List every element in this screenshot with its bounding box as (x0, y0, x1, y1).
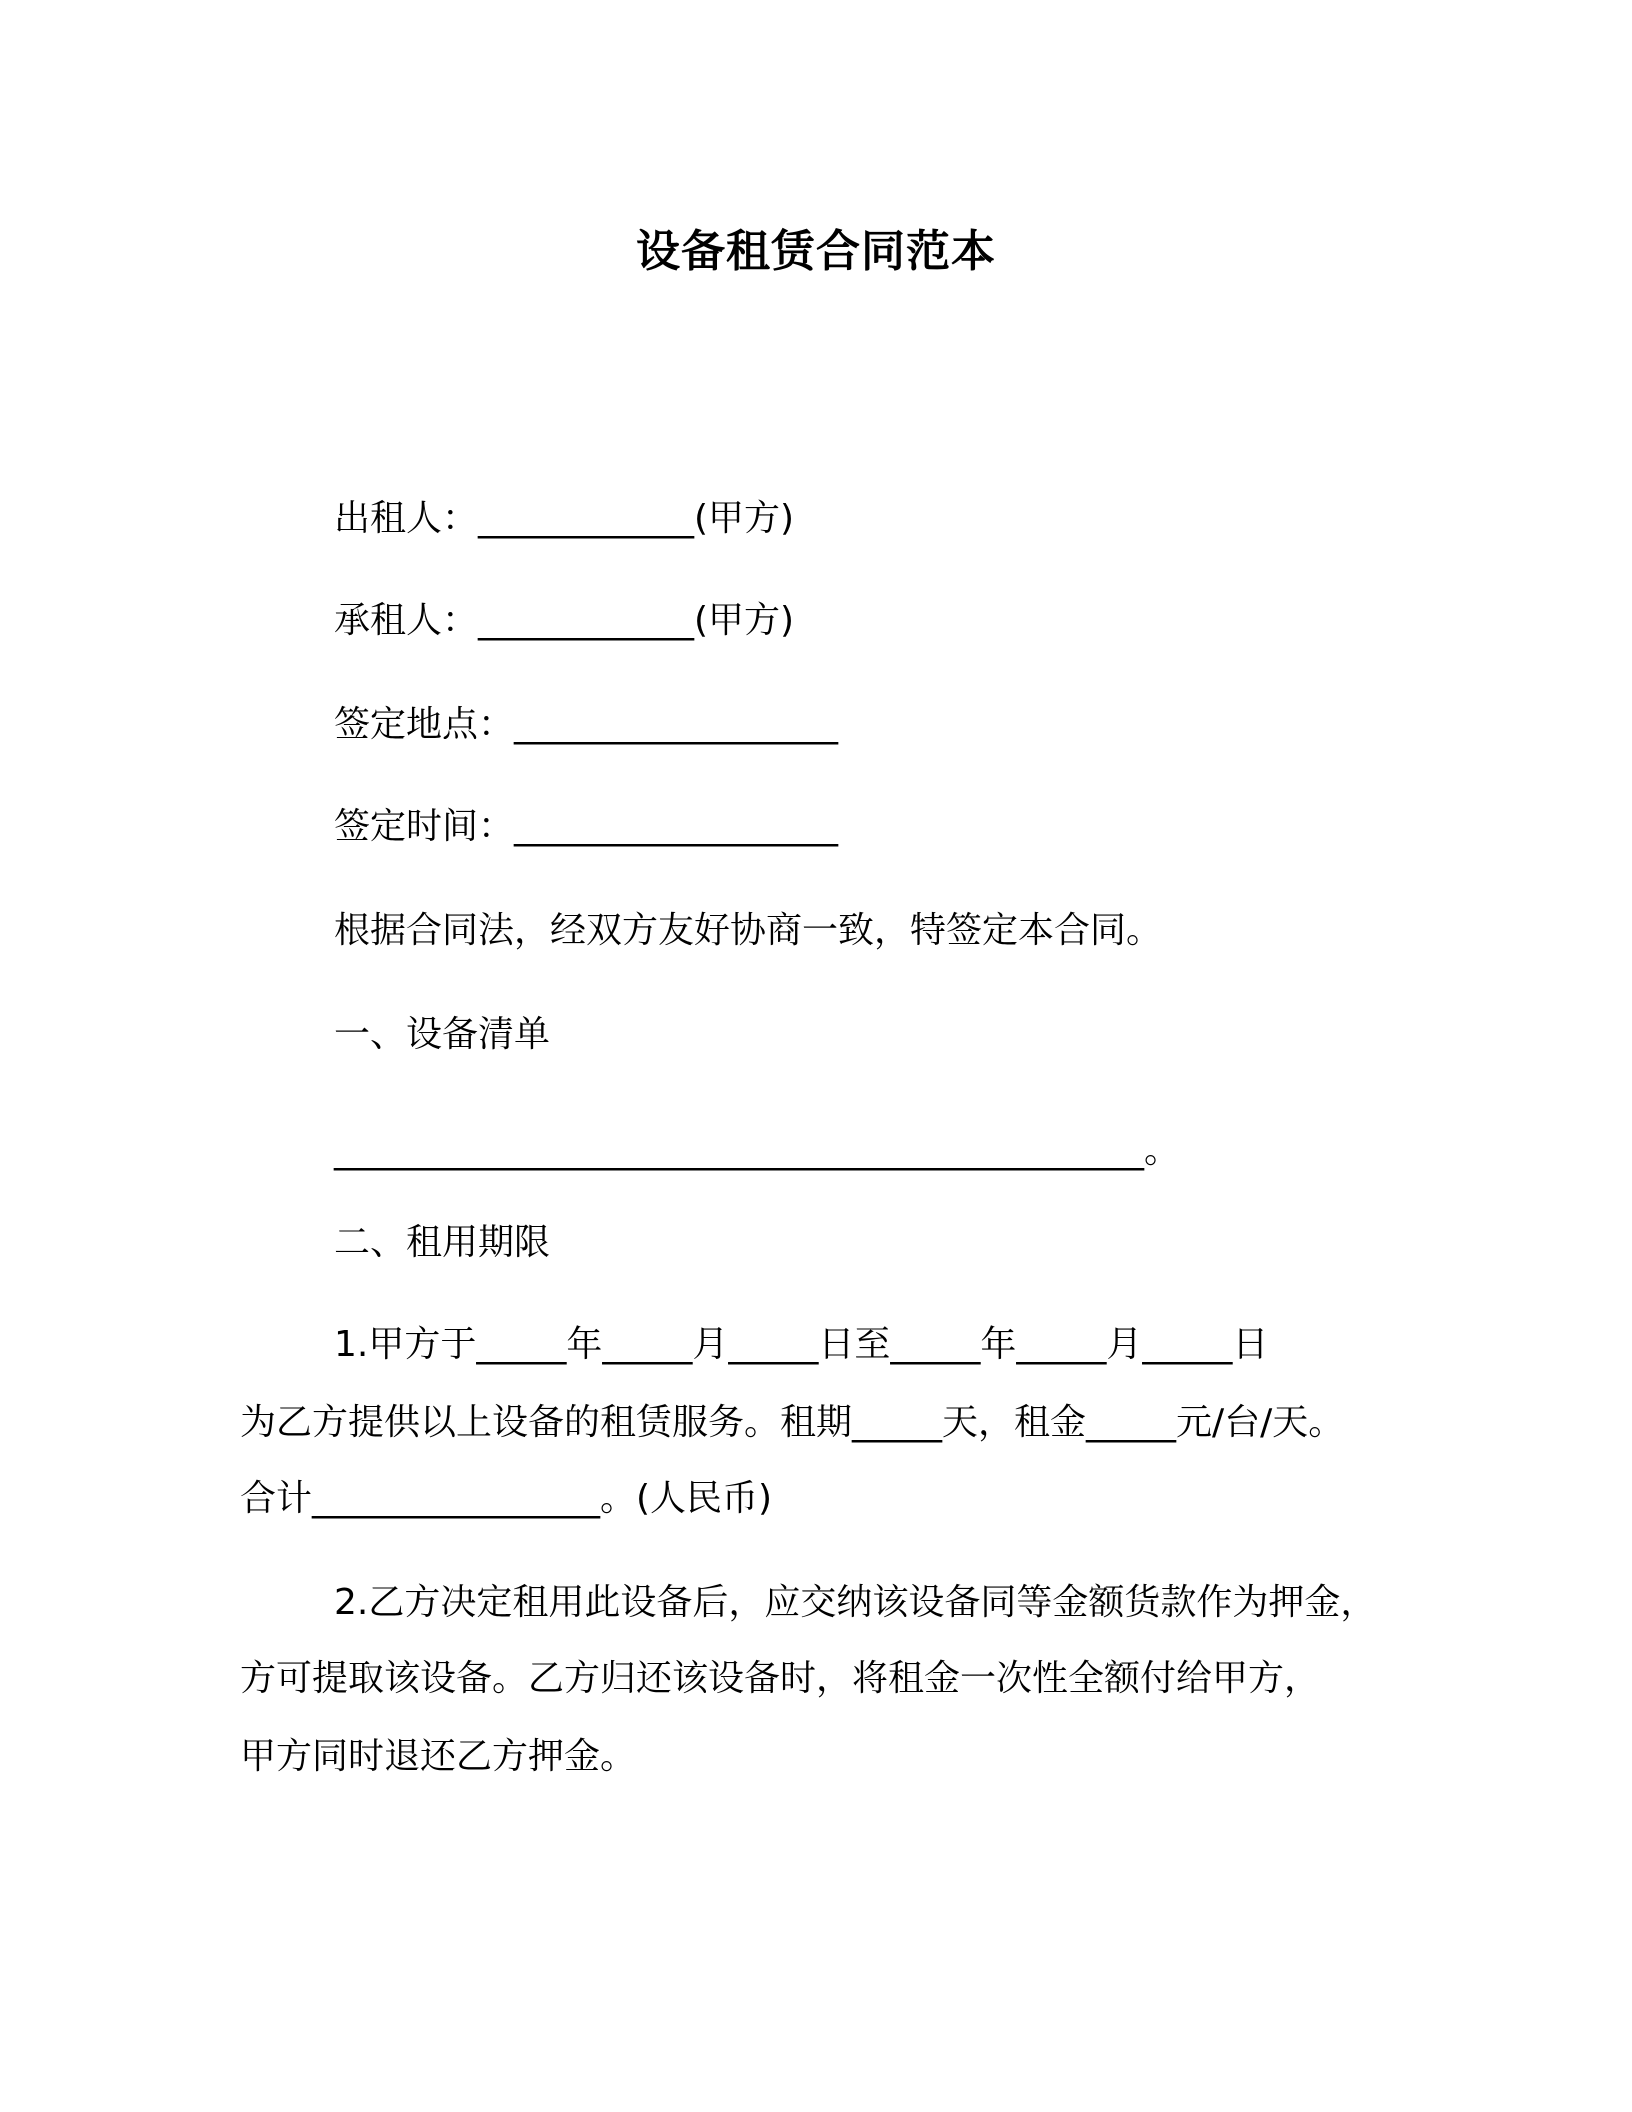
lessor-line: 出租人：____________(甲方) (334, 498, 795, 539)
clause1-line1: 1.甲方于_____年_____月_____日至_____年_____月_____日 (334, 1324, 1269, 1365)
section1-blank-line: _____________________________________________。 (334, 1130, 1180, 1171)
sign-time-line: 签定时间：__________________ (334, 806, 839, 847)
clause2-line3: 甲方同时退还乙方押金。 (240, 1736, 637, 1777)
intro-paragraph: 根据合同法，经双方友好协商一致，特签定本合同。 (334, 910, 1163, 951)
section1-heading: 一、设备清单 (334, 1014, 551, 1055)
document-title: 设备租赁合同范本 (636, 226, 996, 277)
clause2-line2: 方可提取该设备。乙方归还该设备时，将租金一次性全额付给甲方， (240, 1658, 1321, 1699)
lessee-line: 承租人：____________(甲方) (334, 600, 795, 641)
clause1-line2: 为乙方提供以上设备的租赁服务。租期_____天，租金_____元/台/天。 (240, 1402, 1345, 1443)
sign-place-line: 签定地点：__________________ (334, 704, 839, 745)
clause2-line1: 2.乙方决定租用此设备后，应交纳该设备同等金额货款作为押金， (334, 1582, 1377, 1623)
clause1-line3: 合计________________。(人民币) (240, 1478, 773, 1519)
section2-heading: 二、租用期限 (334, 1222, 551, 1263)
